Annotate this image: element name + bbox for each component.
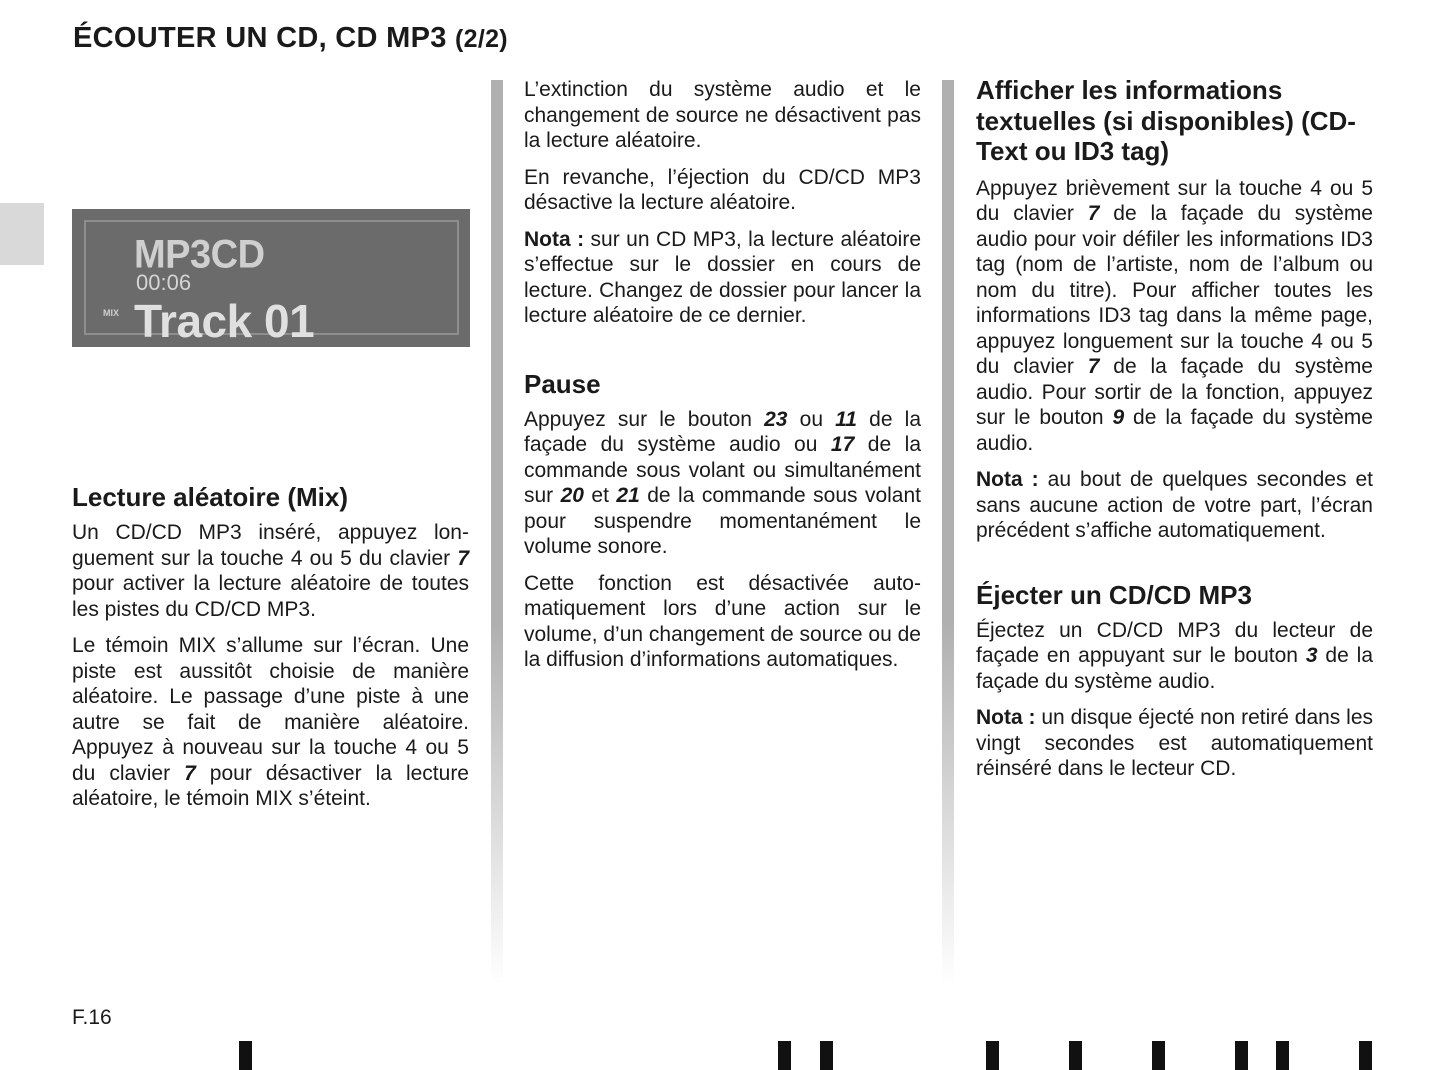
print-mark <box>1276 1041 1289 1070</box>
page-number: F.16 <box>72 1006 112 1029</box>
print-mark <box>1235 1041 1248 1070</box>
note-label: Nota : <box>524 227 585 251</box>
key-number: 20 <box>560 484 584 507</box>
display-track-text: Track 01 <box>134 295 315 347</box>
column-divider <box>942 80 954 985</box>
section-tab <box>0 203 44 265</box>
print-mark <box>820 1041 833 1070</box>
key-number: 21 <box>616 484 640 507</box>
print-mark <box>1359 1041 1372 1070</box>
note-paragraph: Nota : sur un CD MP3, la lecture aléatoire s’effectue sur le dossier en cours de lecture. Changez de dossier pour lancer la lecture aléatoire de ce dernier. <box>524 227 921 327</box>
page-title <box>73 22 508 55</box>
print-mark <box>1069 1041 1082 1070</box>
paragraph: En revanche, l’éjection du CD/CD MP3 désactive la lecture aléatoire. <box>524 165 921 214</box>
paragraph: Cette fonction est désactivée automatiquement lors d’une action sur le volume, d’un changement de source ou de la diffusion d’informations automatiques. <box>524 571 921 671</box>
paragraph: Appuyez sur le bouton 23 ou 11 de la façade du système audio ou 17 de la commande sous volant ou simultanément sur 20 et 21 de la commande sous volant pour suspendre momentanément le volume sonore. <box>524 407 922 558</box>
paragraph: L’extinction du système audio et le changement de source ne désactivent pas la lecture aléatoire. <box>524 78 921 152</box>
print-mark <box>778 1041 791 1070</box>
print-mark <box>1152 1041 1165 1070</box>
note-paragraph: Nota : un disque éjecté non retiré dans les vingt secondes est automatiquement réinséré dans le lecteur CD. <box>976 706 1373 780</box>
key-number: 7 <box>1087 355 1100 378</box>
paragraph: Le témoin MIX s’allume sur l’écran. Une piste est aussitôt choisie de manière aléatoire. Le passage d’une piste à une autre se fait de manière aléatoire. Appuyez à nouveau sur la touche 4 ou 5 du clavier 7 pour désactiver la lecture aléatoire, le témoin MIX s’éteint. <box>72 634 469 810</box>
section-heading-mix: Lecture aléatoire (Mix) <box>72 482 348 512</box>
key-number: 23 <box>764 407 788 431</box>
paragraph: Appuyez brièvement sur la touche 4 ou 5 du clavier 7 de la façade du système audio pour voir défiler les informations ID3 tag (nom de l’artiste, nom de l’album ou nom du titre). Pour afficher toutes les informations ID3 tag dans la même page, appuyez longuement sur la touche 4 ou 5 du clavier 7 de la façade du système audio. Pour sortir de la fonction, appuyez sur le bouton 9 de la façade du système audio. <box>976 176 1373 455</box>
key-number: 7 <box>1087 202 1100 225</box>
display-time-text: 00:06 <box>136 270 192 295</box>
display-mix-indicator: MIX <box>103 308 120 318</box>
section-heading-eject: Éjecter un CD/CD MP3 <box>976 579 1252 610</box>
section-heading-info: Afficher les informations textuelles (si disponibles) (CD-Text ou ID3 tag) <box>976 75 1356 166</box>
page-title-main: ÉCOUTER UN CD, CD MP3 <box>73 22 447 54</box>
paragraph: Éjectez un CD/CD MP3 du lecteur de façade en appuyant sur le bouton 3 de la façade du système audio. <box>976 618 1373 693</box>
display-frame <box>84 220 459 347</box>
column-right <box>976 75 1373 793</box>
note-paragraph: Nota : au bout de quelques secondes et sans aucune action de votre part, l’écran précédent s’affiche automatiquement. <box>976 468 1373 542</box>
key-number: 7 <box>457 546 469 570</box>
display-mode-text: MP3CD <box>134 232 265 278</box>
section-heading-pause: Pause <box>524 368 601 399</box>
column-middle <box>524 77 921 684</box>
key-number: 17 <box>830 433 855 456</box>
key-number: 7 <box>184 761 196 785</box>
print-mark <box>239 1041 252 1070</box>
key-number: 11 <box>835 407 857 431</box>
key-number: 9 <box>1112 406 1125 429</box>
column-divider <box>491 80 503 985</box>
note-label: Nota : <box>976 468 1039 491</box>
column-left <box>72 482 469 823</box>
audio-display-illustration <box>72 209 470 347</box>
print-mark <box>986 1041 999 1070</box>
key-number: 3 <box>1305 644 1318 667</box>
note-label: Nota : <box>976 706 1036 729</box>
paragraph: Un CD/CD MP3 inséré, appuyez longuement sur la touche 4 ou 5 du clavier 7 pour activer la lecture aléatoire de toutes les pistes du CD/CD MP3. <box>72 521 469 621</box>
page-title-part: (2/2) <box>455 25 508 53</box>
